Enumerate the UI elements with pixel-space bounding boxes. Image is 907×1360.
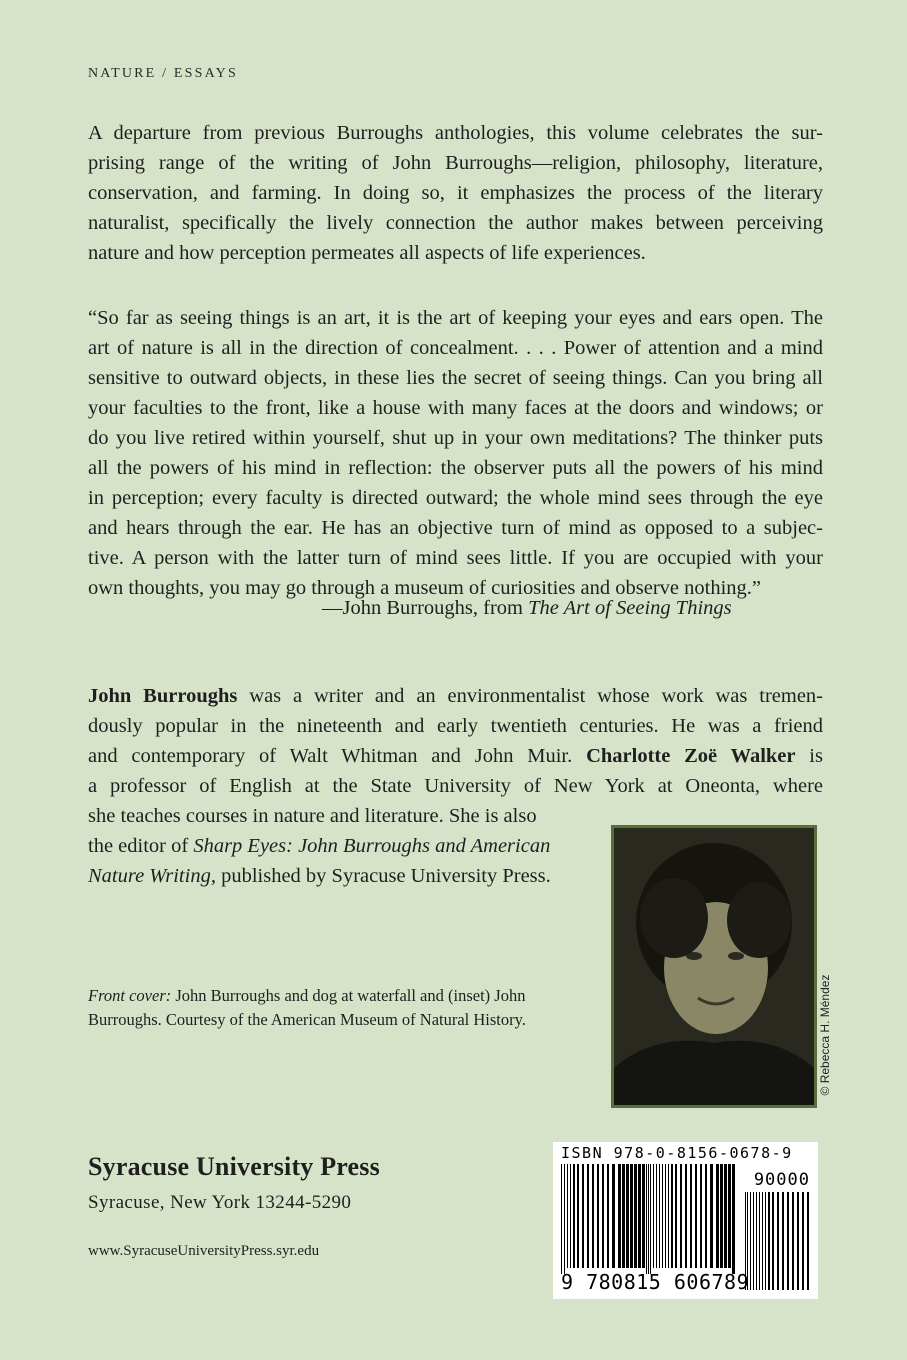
quote-line: own thoughts, you may go through a museum of curiosities and observe nothing.” <box>88 577 761 599</box>
publisher-url[interactable]: www.SyracuseUniversityPress.syr.edu <box>88 1243 320 1259</box>
barcode-addon-bar <box>750 1192 751 1290</box>
barcode-bar <box>695 1164 697 1268</box>
price-code: 90000 <box>753 1170 810 1190</box>
book-title: Nature Writing, <box>88 865 216 887</box>
bio-line: a professor of English at the State University of New York at Oneonta, where <box>88 775 823 797</box>
editor-photo <box>611 825 817 1108</box>
barcode-bar <box>716 1164 719 1268</box>
bio-line: dously popular in the nineteenth and early twentieth centuries. He was a friend <box>88 715 823 737</box>
barcode-bar <box>700 1164 702 1268</box>
barcode-bar <box>685 1164 687 1268</box>
barcode-bar <box>630 1164 633 1268</box>
book-title: Sharp Eyes: John Burroughs and American <box>193 835 551 857</box>
cover-note-text: John Burroughs and dog at waterfall and (inset) John <box>171 986 526 1005</box>
barcode-addon-bar <box>768 1192 770 1290</box>
editor-portrait <box>614 828 814 1105</box>
book-description <box>88 118 823 268</box>
bio-text: was a writer and an environmentalist whose work was tremen- <box>237 685 823 707</box>
barcode-bar <box>668 1164 669 1268</box>
barcode-bar <box>582 1164 584 1268</box>
barcode-bar <box>671 1164 673 1268</box>
barcode-bar <box>618 1164 621 1268</box>
barcode-bar <box>570 1164 571 1268</box>
bio-line <box>88 861 588 891</box>
description-line: nature and how perception permeates all aspects of life experiences. <box>88 242 646 264</box>
barcode-bar <box>634 1164 637 1268</box>
barcode-bar <box>728 1164 731 1268</box>
description-line: A departure from previous Burroughs anthologies, this volume celebrates the sur- <box>88 122 823 144</box>
photo-credit <box>818 960 832 1110</box>
isbn-barcode <box>553 1142 818 1299</box>
barcode-bar <box>705 1164 707 1268</box>
author-name: John Burroughs <box>88 685 238 707</box>
barcode-addon-bar <box>792 1192 794 1290</box>
barcode-bar <box>675 1164 677 1268</box>
barcode-addon-bar <box>787 1192 789 1290</box>
publisher-name: Syracuse University Press <box>88 1152 380 1181</box>
attribution-title: The Art of Seeing Things <box>528 597 732 619</box>
description-line: naturalist, specifically the lively connection the author makes between perceiving <box>88 212 823 234</box>
quote-line: do you live retired within yourself, shut up in your own meditations? The thinker puts <box>88 427 823 449</box>
barcode-bar <box>587 1164 589 1268</box>
barcode-addon-bar <box>759 1192 760 1290</box>
barcode-addon-bar <box>802 1192 804 1290</box>
bio-line <box>88 741 823 771</box>
barcode-addon-bar <box>797 1192 799 1290</box>
barcode-addon-bar <box>756 1192 757 1290</box>
barcode-addon-bar <box>777 1192 779 1290</box>
barcode-bar <box>720 1164 723 1268</box>
barcode-bar <box>690 1164 692 1268</box>
barcode-bar <box>597 1164 599 1268</box>
barcode-bar <box>567 1164 568 1268</box>
bio-text: the editor of <box>88 835 194 857</box>
cover-note-label: Front cover: <box>88 986 172 1005</box>
barcode-addon-bar <box>772 1192 774 1290</box>
description-line: conservation, and farming. In doing so, it emphasizes the process of the literary <box>88 182 823 204</box>
barcode-bar <box>659 1164 660 1268</box>
author-quote <box>88 303 823 603</box>
front-cover-note <box>88 984 608 1032</box>
barcode-bar <box>622 1164 625 1268</box>
barcode-bar <box>648 1164 649 1274</box>
bio-line <box>88 831 588 861</box>
category-label: NATURE / ESSAYS <box>88 66 238 81</box>
barcode-bar <box>710 1164 713 1268</box>
barcode-bar <box>573 1164 575 1268</box>
attribution-prefix: —John Burroughs, from <box>322 597 529 619</box>
barcode-bar <box>592 1164 594 1268</box>
isbn-text: ISBN 978-0-8156-0678-9 <box>561 1144 793 1162</box>
barcode-bar <box>724 1164 727 1268</box>
barcode-addon-bar <box>782 1192 784 1290</box>
barcode-bar <box>626 1164 629 1268</box>
quote-attribution <box>322 597 732 620</box>
barcode-bar <box>656 1164 657 1268</box>
bio-text: and contemporary of Walt Whitman and John Muir. <box>88 745 587 767</box>
barcode-bar <box>662 1164 663 1268</box>
publisher-address: Syracuse, New York 13244-5290 <box>88 1192 352 1213</box>
quote-line: in perception; every faculty is directed outward; the whole mind sees through the eye <box>88 487 823 509</box>
barcode-bar <box>612 1164 615 1268</box>
barcode-bar <box>577 1164 579 1268</box>
barcode-addon-bar <box>753 1192 754 1290</box>
cover-note-text: Burroughs. Courtesy of the American Museum of Natural History. <box>88 1010 526 1029</box>
barcode-addon-bar <box>765 1192 766 1290</box>
barcode-bar <box>732 1164 735 1274</box>
author-bio-continued <box>88 801 588 891</box>
quote-line: and hears through the ear. He has an objective turn of mind as opposed to a subjec- <box>88 517 823 539</box>
editor-name: Charlotte Zoë Walker <box>586 745 796 767</box>
author-bio <box>88 681 823 801</box>
description-line: prising range of the writing of John Burroughs—religion, philosophy, literature, <box>88 152 823 174</box>
quote-line: tive. A person with the latter turn of mind sees little. If you are occupied with your <box>88 547 823 569</box>
barcode-bar <box>650 1164 651 1274</box>
ean-digits: 9 780815 606789 <box>561 1270 750 1294</box>
barcode-bar <box>564 1164 565 1274</box>
barcode-bar <box>607 1164 609 1268</box>
quote-line: sensitive to outward objects, in these lies the secret of seeing things. Can you bring all <box>88 367 823 389</box>
bio-text: published by Syracuse University Press. <box>215 865 551 887</box>
quote-line: “So far as seeing things is an art, it is the art of keeping your eyes and ears open. The <box>88 307 823 329</box>
barcode-bar <box>665 1164 666 1268</box>
barcode-bar <box>642 1164 645 1268</box>
bio-line: she teaches courses in nature and literature. She is also <box>88 805 537 827</box>
barcode-bar <box>653 1164 654 1268</box>
bio-text: is <box>795 745 823 767</box>
quote-line: all the powers of his mind in reflection: the observer puts all the powers of his mind <box>88 457 823 479</box>
quote-line: art of nature is all in the direction of concealment. . . . Power of attention and a mind <box>88 337 823 359</box>
bio-line <box>88 681 823 711</box>
quote-line: your faculties to the front, like a house with many faces at the doors and windows; or <box>88 397 823 419</box>
barcode-bar <box>638 1164 641 1268</box>
barcode-bar <box>602 1164 604 1268</box>
barcode-bar <box>646 1164 647 1274</box>
barcode-bar <box>680 1164 682 1268</box>
barcode-addon-bar <box>762 1192 763 1290</box>
photo-credit-text: © Rebecca H. Méndez <box>818 974 832 1096</box>
barcode-addon-bar <box>807 1192 809 1290</box>
barcode-bar <box>561 1164 562 1274</box>
